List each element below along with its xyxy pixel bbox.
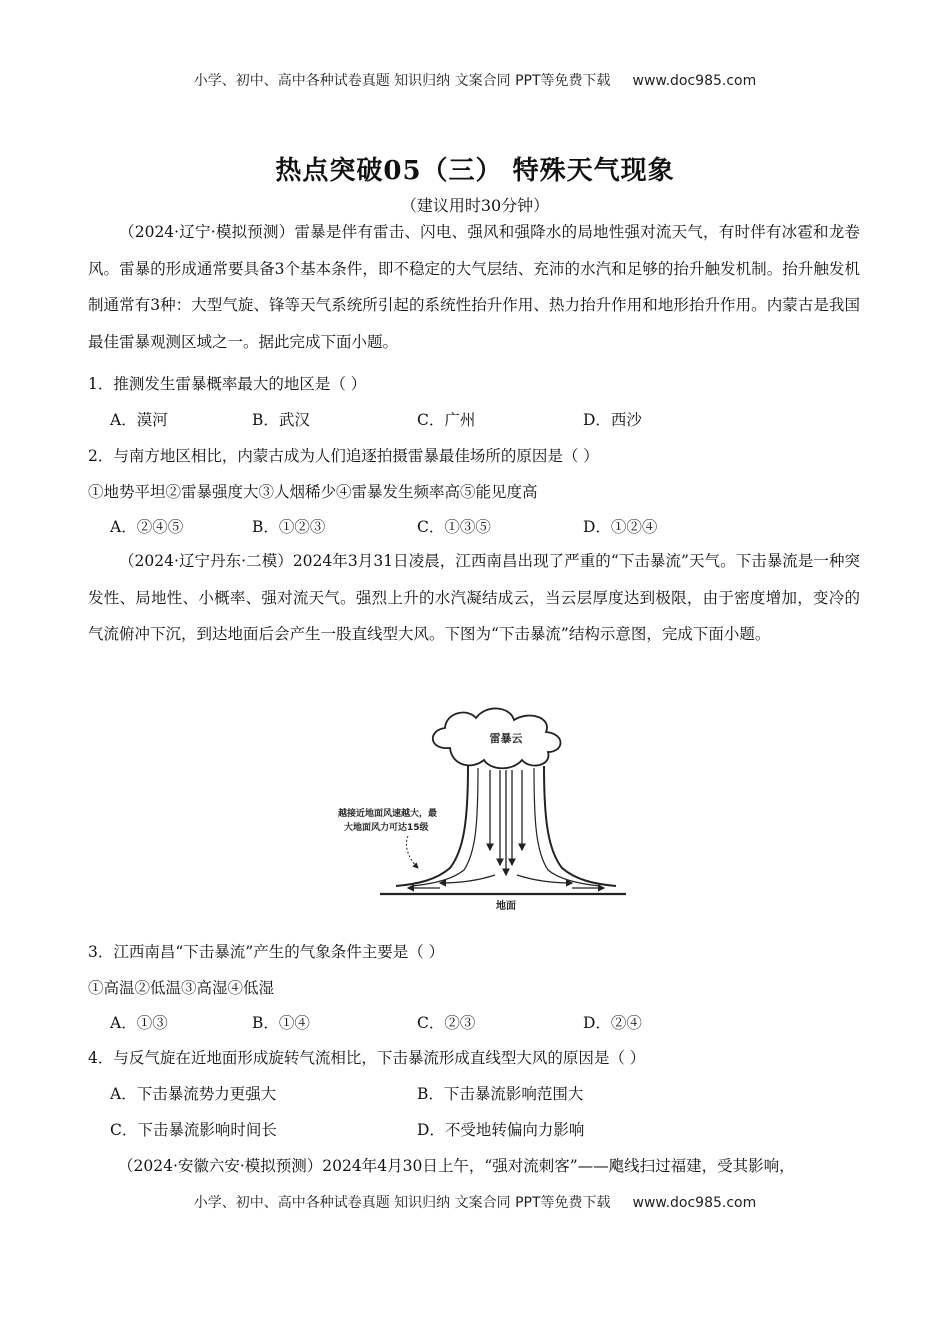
downburst-diagram (300, 700, 630, 915)
q3-option-d[interactable]: D．②④ (583, 1014, 642, 1032)
question-4-stem: 4．与反气旋在近地面形成旋转气流相比，下击暴流形成直线型大风的原因是（ ） (88, 1049, 646, 1067)
question-2-stem: 2．与南方地区相比，内蒙古成为人们追逐拍摄雷暴最佳场所的原因是（ ） (88, 447, 599, 465)
passage-squall-line: （2024·安徽六安·模拟预测）2024年4月30日上午，“强对流刺客”——飑线扫过福建，受其影响， (118, 1157, 795, 1175)
q3-option-c[interactable]: C．②③ (417, 1014, 476, 1032)
header-text: 小学、初中、高中各种试卷真题 知识归纳 文案合同 PPT等免费下载 (193, 73, 611, 89)
passage-thunderstorm: （2024·辽宁·模拟预测）雷暴是伴有雷击、闪电、强风和强降水的局地性强对流天气，有时伴有冰雹和龙卷风。雷暴的形成通常要具备3个基本条件，即不稳定的大气层结、充沛的水汽和足够的抬升触发机制。抬升触发机制通常有3种：大型气旋、锋等天气系统所引起的系统性抬升作用、热力抬升作用和地形抬升作用。内蒙古是我国最佳雷暴观测区域之一。据此完成下面小题。 (88, 223, 860, 351)
q1-option-b[interactable]: B．武汉 (252, 411, 310, 429)
q1-option-c[interactable]: C．广州 (417, 411, 476, 429)
question-3-items: ①高温②低温③高湿④低湿 (88, 979, 275, 997)
wind-note-line-1: 越接近地面风速越大，最 (338, 809, 438, 819)
q4-option-c[interactable]: C．下击暴流影响时间长 (110, 1121, 277, 1139)
page-header (0, 70, 950, 90)
q3-option-a[interactable]: A．①③ (110, 1014, 168, 1032)
question-1-stem: 1．推测发生雷暴概率最大的地区是（ ） (88, 375, 367, 393)
q2-option-c[interactable]: C．①③⑤ (417, 518, 491, 536)
header-url[interactable]: www.doc985.com (632, 73, 757, 89)
page-footer (0, 1192, 950, 1212)
q1-option-a[interactable]: A．漠河 (110, 411, 168, 429)
page-subtitle: （建议用时30分钟） (400, 196, 550, 215)
q4-option-d[interactable]: D．不受地转偏向力影响 (417, 1121, 585, 1139)
q2-option-a[interactable]: A．②④⑤ (110, 518, 184, 536)
question-2-items: ①地势平坦②雷暴强度大③人烟稀少④雷暴发生频率高⑤能见度高 (88, 483, 538, 501)
q2-option-b[interactable]: B．①②③ (252, 518, 326, 536)
passage-downburst: （2024·辽宁丹东·二模）2024年3月31日凌晨，江西南昌出现了严重的“下击暴流”天气。下击暴流是一种突发性、局地性、小概率、强对流天气。强烈上升的水汽凝结成云，当云层厚度达到极限，由于密度增加，变冷的气流俯冲下沉，到达地面后会产生一股直线型大风。下图为“下击暴流”结构示意图，完成下面小题。 (88, 552, 860, 643)
q4-option-b[interactable]: B．下击暴流影响范围大 (417, 1085, 584, 1103)
cloud-label: 雷暴云 (489, 732, 523, 745)
q2-option-d[interactable]: D．①②④ (583, 518, 658, 536)
q4-option-a[interactable]: A．下击暴流势力更强大 (110, 1085, 277, 1103)
question-3-stem: 3．江西南昌“下击暴流”产生的气象条件主要是（ ） (88, 943, 445, 961)
wind-note-line-2: 大地面风力可达15级 (344, 823, 429, 833)
ground-label: 地面 (496, 901, 516, 912)
q3-option-b[interactable]: B．①④ (252, 1014, 310, 1032)
q1-option-d[interactable]: D．西沙 (583, 411, 642, 429)
page-title: 热点突破05（三） 特殊天气现象 (275, 156, 675, 186)
footer-url[interactable]: www.doc985.com (632, 1195, 757, 1211)
footer-text: 小学、初中、高中各种试卷真题 知识归纳 文案合同 PPT等免费下载 (193, 1195, 611, 1211)
